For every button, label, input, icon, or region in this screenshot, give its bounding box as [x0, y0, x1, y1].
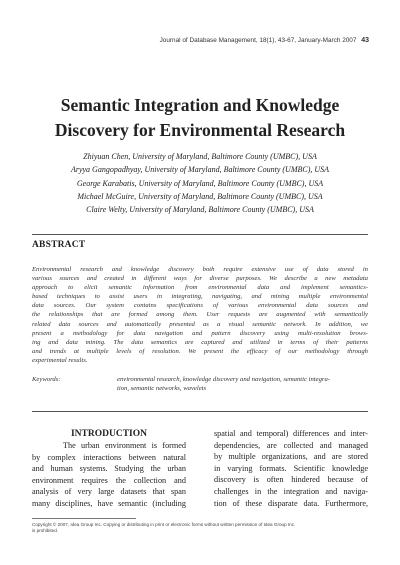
body-line: challenges in the integration and naviga- — [214, 486, 368, 496]
abstract-line: and trends at multiple levels of resolution. We present the efficacy of our methodology through — [32, 347, 368, 355]
introduction-heading: INTRODUCTION — [70, 429, 147, 439]
copyright-footer — [32, 522, 368, 534]
journal-citation: Journal of Database Management, 18(1), 43-67, January-March 2007 — [159, 37, 357, 44]
abstract-top-rule — [32, 234, 368, 235]
copyright-line: is prohibited. — [32, 528, 59, 533]
body-line: by multiple organizations, and are stored — [214, 452, 368, 462]
body-line: dependencies, are collected and managed — [214, 440, 368, 450]
abstract-line: various sources and created in different ways for diverse purposes. We describe a new metadata — [32, 275, 368, 283]
body-line: discovery is often hindered because of — [214, 475, 368, 485]
abstract-line: the relationships that are formed among them. User requests are augmented with semantically — [32, 311, 368, 319]
abstract-line: related data sources and automatically presented as a visual semantic network. In addition, we — [32, 320, 368, 328]
author-list — [40, 150, 360, 216]
title-line-2: Discovery for Environmental Research — [54, 120, 346, 140]
body-line: analysis of very large datasets that span — [32, 487, 186, 497]
body-line: The urban environment is formed — [63, 441, 186, 450]
body-line: by complex interactions between natural — [32, 452, 186, 462]
abstract-line: approach to elicit semantic information from environmental data and implement semantics- — [32, 284, 368, 292]
author-line: Zhiyuan Chen, University of Maryland, Baltimore County (UMBC), USA — [83, 152, 317, 161]
abstract-line: data sources. Our system contains specifications of various environmental data sources and — [32, 302, 368, 310]
body-line: environment requires the collection and — [32, 475, 186, 485]
abstract-line: Environmental research and knowledge discovery both require extensive use of data stored in — [32, 266, 368, 273]
abstract-text — [32, 265, 368, 365]
abstract-line: ing and data mining. The data semantics are captured and utilized in terms of their patterns — [32, 338, 368, 346]
body-column-left — [32, 428, 186, 510]
abstract-line: experimental results. — [32, 356, 88, 364]
body-line: tion of these disparate data. Furthermore, — [214, 498, 368, 508]
paper-title — [40, 93, 360, 143]
body-line: and human systems. Studying the urban — [32, 464, 186, 474]
copyright-line: Copyright © 2007, Idea Group Inc. Copying or distributing in print or electronic forms without written permission of Idea Group Inc. — [32, 522, 296, 527]
running-head — [160, 37, 369, 44]
body-column-right — [214, 428, 368, 509]
author-line: Michael McGuire, University of Maryland, Baltimore County (UMBC), USA — [77, 191, 323, 201]
footer-rule — [32, 518, 136, 519]
keywords-label: Keywords: — [32, 376, 61, 383]
keywords-line: tion, semantic networks, wavelets — [117, 385, 207, 393]
page-number: 43 — [361, 37, 369, 44]
abstract-line: based techniques to assist users in integrating, navigating, and mining multiple environmental — [32, 293, 368, 301]
body-line: many disciplines, have semantic (including — [32, 498, 186, 508]
abstract-heading: ABSTRACT — [32, 240, 86, 250]
keywords-text — [117, 375, 368, 393]
body-line: spatial and temporal) differences and inter- — [214, 429, 368, 438]
keywords-line: environmental research, knowledge discovery and navigation, semantic integra- — [117, 376, 331, 383]
abstract-bottom-rule — [32, 411, 368, 412]
abstract-line: present a methodology for data navigation and pattern discovery using multi-resolution brows- — [32, 329, 368, 337]
author-line: Claire Welty, University of Maryland, Baltimore County (UMBC), USA — [86, 205, 314, 215]
author-line: Aryya Gangopadhyay, University of Maryland, Baltimore County (UMBC), USA — [70, 165, 330, 175]
title-line-1: Semantic Integration and Knowledge — [60, 95, 340, 115]
author-line: George Karabatis, University of Maryland, Baltimore County (UMBC), USA — [76, 178, 324, 188]
body-line: in varying formats. Scientific knowledge — [214, 463, 368, 473]
